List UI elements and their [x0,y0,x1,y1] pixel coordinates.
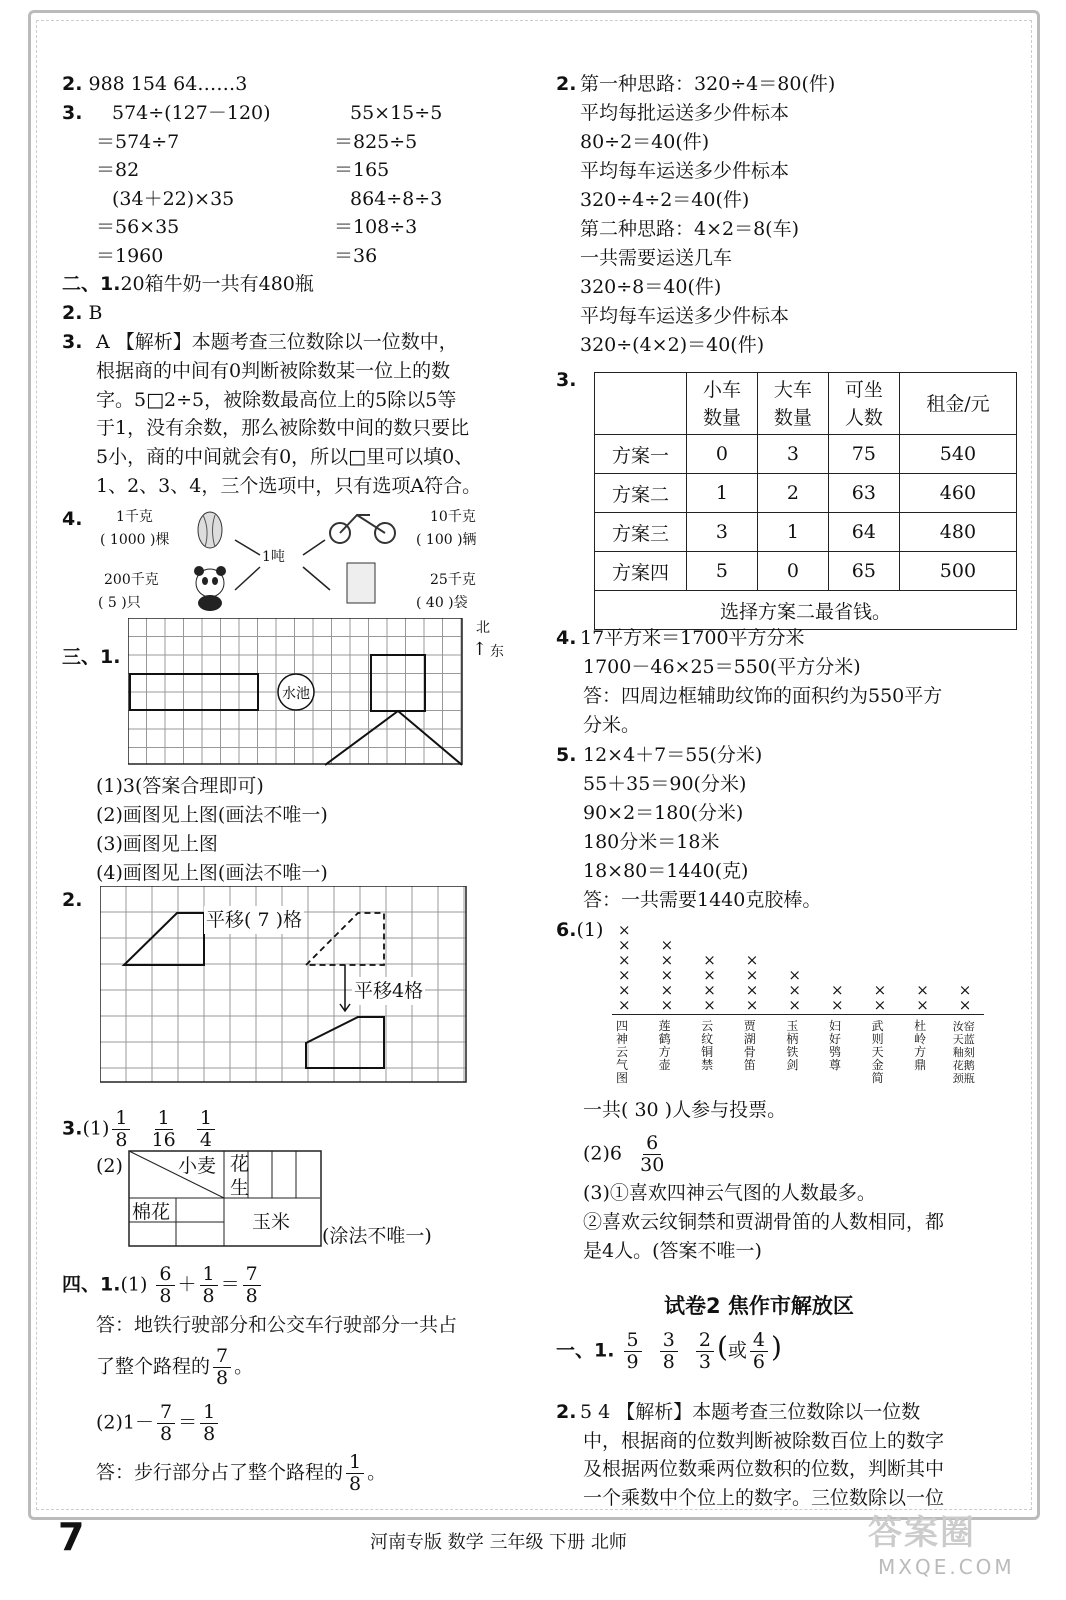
label-peanut-2: 生 [230,1177,250,1199]
table-header: 小车 数量 [687,373,758,435]
table-cell: 方案二 [595,474,687,513]
table-cell: 1 [757,513,828,552]
vote-mark: × [916,996,929,1014]
artifact-label: 玉柄铁剑 [786,1019,799,1072]
drawing-answer: (4)画图见上图(画法不唯一) [96,862,328,884]
right-q6-p2: (2)6 $\frac{6}{30}$ [583,1132,665,1176]
calc-b-line: ＝36 [334,245,378,267]
footer-text: 河南专版 数学 三年级 下册 北师 [370,1532,627,1553]
weight-cabbage: 1千克 [116,509,153,525]
label-wheat: 小麦 [178,1155,217,1177]
vote-mark: × [703,996,716,1014]
artifact-label: 四神云气图 [615,1019,628,1085]
solution-line: 平均每车运送多少件标本 [580,160,790,182]
table-header: 可坐 人数 [828,373,899,435]
arrow-down-icon [340,965,350,1011]
left-s2-q1: 二、1.20箱牛奶一共有480瓶 [62,273,314,295]
artifact-label: 贾湖骨笛 [743,1019,756,1072]
table-cell: 方案四 [595,552,687,591]
vote-mark: × [788,996,801,1014]
artifact-label: 杜岭方鼎 [914,1019,927,1072]
vote-mark: × [703,981,716,999]
analysis-line: 中，根据商的位数判断被除数百位上的数字 [583,1429,945,1452]
right-q6-p3b: ②喜欢云纹铜禁和贾湖骨笛的人数相同，都 [583,1211,945,1233]
left-q2: 2. 988 154 64……3 [62,73,248,95]
calc-a-line: ＝56×35 [96,216,180,238]
table-cell: 540 [899,435,1016,474]
table-cell: 480 [899,513,1016,552]
table-cell: 500 [899,552,1016,591]
area-line: 答：四周边框辅助纹饰的面积约为550平方 [583,685,943,707]
right-q4-num: 4. [556,627,577,649]
vote-mark: × [703,951,716,969]
right-q6-p3c: 是4人。(答案不唯一) [583,1240,762,1262]
drawing-answer: (2)画图见上图(画法不唯一) [96,804,328,826]
grid-q1 [128,618,468,766]
arrow-cabbage [235,540,260,555]
right-q3-num: 3. [556,369,577,391]
vote-mark: × [660,966,674,984]
solution-line: 第二种思路：4×2＝8(车) [580,218,800,240]
table-row [595,435,1017,474]
calc-a-line: ＝1960 [96,245,164,267]
right-q6-head: 6.(1) [556,919,604,941]
vote-mark: × [660,981,674,999]
table-row [595,513,1017,552]
test2-title: 试卷2 焦作市解放区 [664,1294,854,1318]
calc-a-line: ＝82 [96,159,140,181]
left-s3-q3-p2: (2) [96,1155,123,1177]
bicycle-icon [330,515,395,543]
rental-table [594,372,1017,630]
table-cell: 3 [757,435,828,474]
table-cell: 460 [899,474,1016,513]
solution-line: 320÷(4×2)＝40(件) [580,334,765,356]
q4-arrows [185,505,425,615]
label-peanut-1: 花 [230,1153,250,1175]
calc-a-line: 574÷(127－120) [112,102,271,124]
page-number: 7 [58,1515,85,1559]
table-row [595,552,1017,591]
right-q6-total: 一共( 30 )人参与投票。 [583,1099,787,1121]
solution-line: 320÷8＝40(件) [580,276,722,298]
answer-bike: ( 100 )辆 [416,532,477,548]
left-s4-ans1a: 答：地铁行驶部分和公交车行驶部分一共占 [96,1314,458,1336]
glue-line: 答：一共需要1440克胶棒。 [583,889,822,911]
left-s2-q2: 2. B [62,302,103,324]
vote-mark: × [958,996,972,1014]
vote-mark: × [660,936,674,954]
vote-mark: × [660,951,674,969]
left-q3-num: 3. [62,102,83,124]
left-s4-q1-eq: 四、1.(1) $\frac{6}{8}$ ＋ $\frac{1}{8}$ ＝ $\frac{7}{8}$ [62,1264,264,1307]
glue-line: 12×4＋7＝55(分米) [583,744,763,766]
compass-north: 北 [476,620,490,636]
right-q2-num: 2. [556,73,577,95]
drawing-answer: (3)画图见上图 [96,833,218,855]
left-s4-q2: (2)1－ $\frac{7}{8}$ ＝ $\frac{1}{8}$ [96,1402,221,1445]
answer-cabbage: ( 1000 )棵 [100,532,170,548]
left-s4-ans1b: 了整个路程的 $\frac{7}{8}$ 。 [96,1345,254,1389]
table-cell: 75 [828,435,899,474]
test2-q2-num: 2. [556,1401,577,1423]
table-cell: 1 [687,474,758,513]
note-coloring: (涂法不唯一) [322,1225,432,1247]
table-cell: 方案一 [595,435,687,474]
square-shape [371,655,425,711]
cabbage-icon [198,512,222,548]
analysis-line: 5 4 【解析】本题考查三位数除以一位数 [580,1401,921,1423]
chart-baseline [612,1014,984,1015]
left-s2-q3-num: 3. [62,331,83,353]
solution-line: 第一种思路：320÷4＝80(件) [580,73,836,95]
calc-a-line: ＝574÷7 [96,131,180,153]
solution-line: 80÷2＝40(件) [580,131,710,153]
rental-table-footer: 选择方案二最省钱。 [595,591,1017,630]
solution-line: 一共需要运送几车 [580,247,733,269]
vote-mark: × [788,966,801,984]
left-s3-q2-num: 2. [62,889,83,911]
vote-mark: × [831,996,844,1014]
analysis-line: 根据商的中间有0判断被除数某一位上的数 [96,359,451,382]
label-cotton: 棉花 [132,1201,171,1223]
artifact-label: 莲鹤方壶 [658,1019,671,1072]
left-s3-q3-row1: 3.(1) $\frac{1}{8}$ $\frac{1}{16}$ $\frac{1}{4}$ [62,1108,218,1151]
table-cell: 0 [687,435,758,474]
vote-mark: × [618,966,631,984]
glue-line: 180分米＝18米 [583,831,720,853]
trapezoid-original [124,913,204,965]
compass-east: 东 [490,644,504,660]
calc-a-line: (34＋22)×35 [112,188,235,210]
vote-mark: × [831,981,844,999]
trapezoid-shifted [306,913,384,965]
vote-mark: × [788,981,801,999]
answer-bag: ( 40 )袋 [416,595,468,611]
label-corn: 玉米 [252,1211,291,1233]
table-cell: 2 [757,474,828,513]
calc-b-line: ＝825÷5 [334,131,418,153]
left-s3-q1-num: 三、1. [62,646,121,668]
glue-line: 90×2＝180(分米) [583,802,744,824]
arrow-bike [303,540,325,555]
vote-mark: × [703,966,716,984]
vote-mark: × [745,981,759,999]
solution-line: 320÷4÷2＝40(件) [580,189,750,211]
analysis-line: 1、2、3、4，三个选项中，只有选项A符合。 [96,475,482,497]
vote-mark: × [745,966,759,984]
triangle-shape [325,711,462,765]
arrow-panda [235,567,260,590]
watermark-url: MXQE.COM [878,1555,1015,1579]
analysis-line: 字。5□2÷5，被除数最高位上的5除以5等 [96,388,457,411]
vote-mark: × [618,936,631,954]
area-line: 分米。 [583,714,641,736]
drawing-answer: (1)3(答案合理即可) [96,775,264,797]
analysis-line: A 【解析】本题考查三位数除以一位数中， [96,331,458,353]
artifact-label: 妇好鸮尊 [828,1019,841,1072]
table-cell: 63 [828,474,899,513]
artifact-label: 武则天金简 [871,1019,884,1085]
table-cell: 3 [687,513,758,552]
compass-icon: ↑ [472,639,488,660]
vote-mark: × [873,996,887,1014]
table-cell: 64 [828,513,899,552]
weight-bag: 25千克 [430,572,476,588]
solution-line: 平均每批运送多少件标本 [580,102,790,124]
analysis-line: 于1，没有余数，那么被除数中间的数只要比 [96,417,470,440]
table-header [595,373,687,435]
vote-mark: × [618,981,631,999]
left-s4-ans2: 答：步行部分占了整个路程的 $\frac{1}{8}$ 。 [96,1451,387,1495]
pond-label: 水池 [282,686,310,702]
analysis-line: 5小，商的中间就会有0，所以□里可以填0、 [96,446,474,469]
vote-mark: × [745,996,759,1014]
calc-b-line: ＝165 [334,159,390,181]
table-row [595,474,1017,513]
right-q6-p3a: (3)①喜欢四神云气图的人数最多。 [583,1182,876,1204]
shift-right-label: 平移( 7 )格 [204,906,304,934]
bag-icon [347,563,375,603]
vote-mark: × [958,981,972,999]
analysis-line: 及根据两位数乘两位数积的位数，判断其中 [583,1458,945,1480]
table-header: 租金/元 [899,373,1016,435]
area-line: 17平方米＝1700平方分米 [580,627,805,649]
right-q5-num: 5. [556,744,577,766]
glue-line: 18×80＝1440(克) [583,860,749,882]
artifact-label: 汝窑天蓝釉刻花鹅颈瓶 [952,1020,975,1085]
table-header: 大车 数量 [757,373,828,435]
vote-mark: × [916,981,929,999]
vote-mark: × [618,951,631,969]
artifact-label: 云纹铜禁 [701,1019,714,1072]
arrow-bag [303,567,330,590]
table-cell: 0 [757,552,828,591]
center-ton: 1吨 [262,549,285,565]
vote-mark: × [873,981,887,999]
analysis-line: 一个乘数中个位上的数字。三位数除以一位 [583,1486,945,1509]
table-cell: 5 [687,552,758,591]
vote-mark: × [618,921,631,939]
glue-line: 55＋35＝90(分米) [583,773,747,795]
watermark-logo: 答案圈 [868,1513,976,1553]
left-s2-q4-num: 4. [62,508,83,530]
calc-b-line: ＝108÷3 [334,216,418,238]
table-cell: 65 [828,552,899,591]
calc-b-line: 864÷8÷3 [350,188,443,210]
shift-down-label: 平移4格 [352,977,425,1005]
test2-q1: 一、1. $\frac{5}{9}$ $\frac{3}{8}$ $\frac{2}{3}$ (或 $\frac{4}{6}$ ) [556,1329,782,1373]
weight-panda: 200千克 [104,572,159,588]
panda-icon [194,566,226,611]
vote-mark: × [745,951,759,969]
vote-mark: × [660,996,674,1014]
area-line: 1700－46×25＝550(平方分米) [583,656,861,678]
vote-mark: × [618,996,631,1014]
table-cell: 方案三 [595,513,687,552]
calc-b-line: 55×15÷5 [350,102,443,124]
weight-bike: 10千克 [430,509,476,525]
answer-panda: ( 5 )只 [98,595,141,611]
solution-line: 平均每车运送多少件标本 [580,305,790,327]
